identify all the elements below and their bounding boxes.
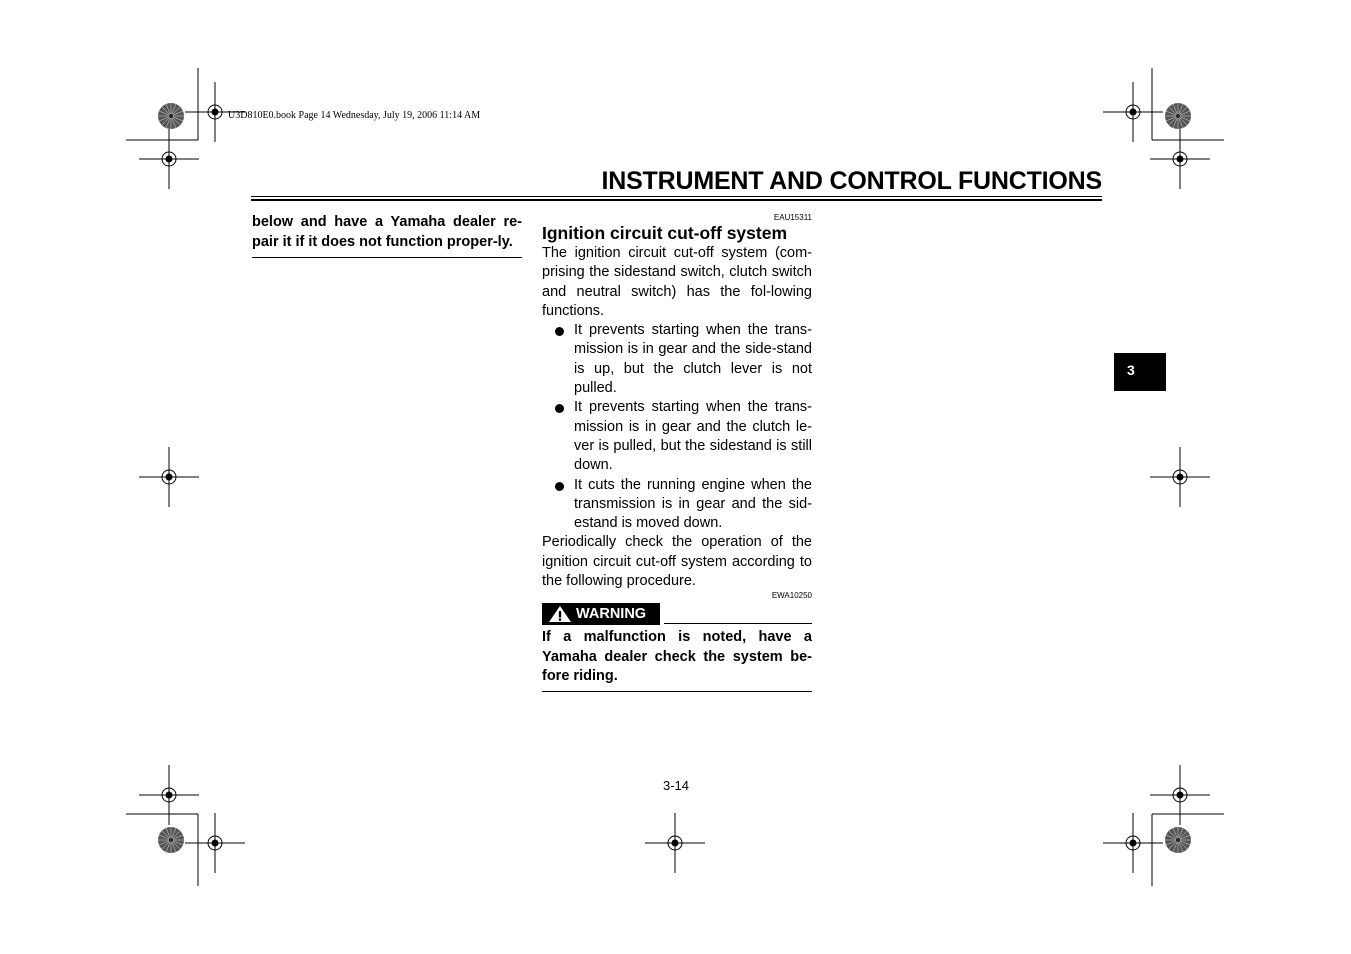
bullet-icon	[555, 327, 564, 336]
dial-mark-top-right	[1165, 103, 1191, 129]
crosshair-mark-bottom-right-a	[1150, 765, 1210, 825]
crosshair-mark-bottom-center	[645, 813, 705, 873]
warning-text: If a malfunction is noted, have a Yamaha dealer check the system be-fore riding.	[542, 629, 812, 684]
list-item: It prevents starting when the trans-mission is in gear and the side-stand is up, but the clutch lever is not pulled.	[542, 321, 812, 398]
list-item: It prevents starting when the trans-mission is in gear and the clutch le-ver is pulled, but the sidestand is still down.	[542, 398, 812, 475]
middle-column	[542, 213, 812, 692]
dial-mark-top-left	[158, 103, 184, 129]
warning-header-rule	[664, 623, 812, 624]
title-rule-thick	[251, 199, 1102, 201]
dial-mark-bottom-left	[158, 827, 184, 853]
title-rule-thin	[251, 196, 1102, 197]
section-intro: The ignition circuit cut-off system (com-prising the sidestand switch, clutch switch and neutral switch) has the fol-lowing functions.	[542, 245, 812, 319]
section-code: EAU15311	[773, 213, 812, 222]
crosshair-mark-bottom-left-b	[185, 813, 245, 873]
warning-code: EWA10250	[771, 591, 812, 601]
print-info-line: U3D810E0.book Page 14 Wednesday, July 19, 2006 11:14 AM	[228, 110, 481, 121]
bullet-icon	[555, 482, 564, 491]
page-title: INSTRUMENT AND CONTROL FUNCTIONS	[601, 167, 1102, 195]
list-item: It cuts the running engine when the transmission is in gear and the sid-estand is moved down.	[542, 476, 812, 534]
function-list	[542, 321, 812, 533]
page-number: 3-14	[663, 778, 690, 793]
warning-banner	[542, 603, 812, 625]
crosshair-mark-bottom-right-b	[1103, 813, 1163, 873]
section-closing: Periodically check the operation of the ignition circuit cut-off system according to the following procedure.	[542, 534, 812, 590]
crosshair-mark-top-left-b	[139, 129, 199, 189]
bullet-icon	[555, 404, 564, 413]
warning-triangle-icon	[548, 605, 572, 623]
warning-end-rule	[542, 691, 812, 692]
chapter-tab: 3	[1114, 353, 1166, 391]
crosshair-mark-bottom-left-a	[139, 765, 199, 825]
crosshair-mark-mid-right	[1150, 447, 1210, 507]
warning-label-box	[542, 603, 660, 625]
dial-mark-bottom-right	[1165, 827, 1191, 853]
warning-label: WARNING	[576, 606, 647, 623]
crosshair-mark-top-right-a	[1103, 82, 1163, 142]
warning-end-rule	[252, 257, 522, 258]
crosshair-mark-mid-left	[139, 447, 199, 507]
section-heading: Ignition circuit cut-off system	[542, 223, 788, 243]
left-column	[252, 213, 522, 258]
crosshair-mark-top-right-b	[1150, 129, 1210, 189]
continued-warning-text: below and have a Yamaha dealer re-pair it if it does not function proper-ly.	[252, 214, 522, 250]
